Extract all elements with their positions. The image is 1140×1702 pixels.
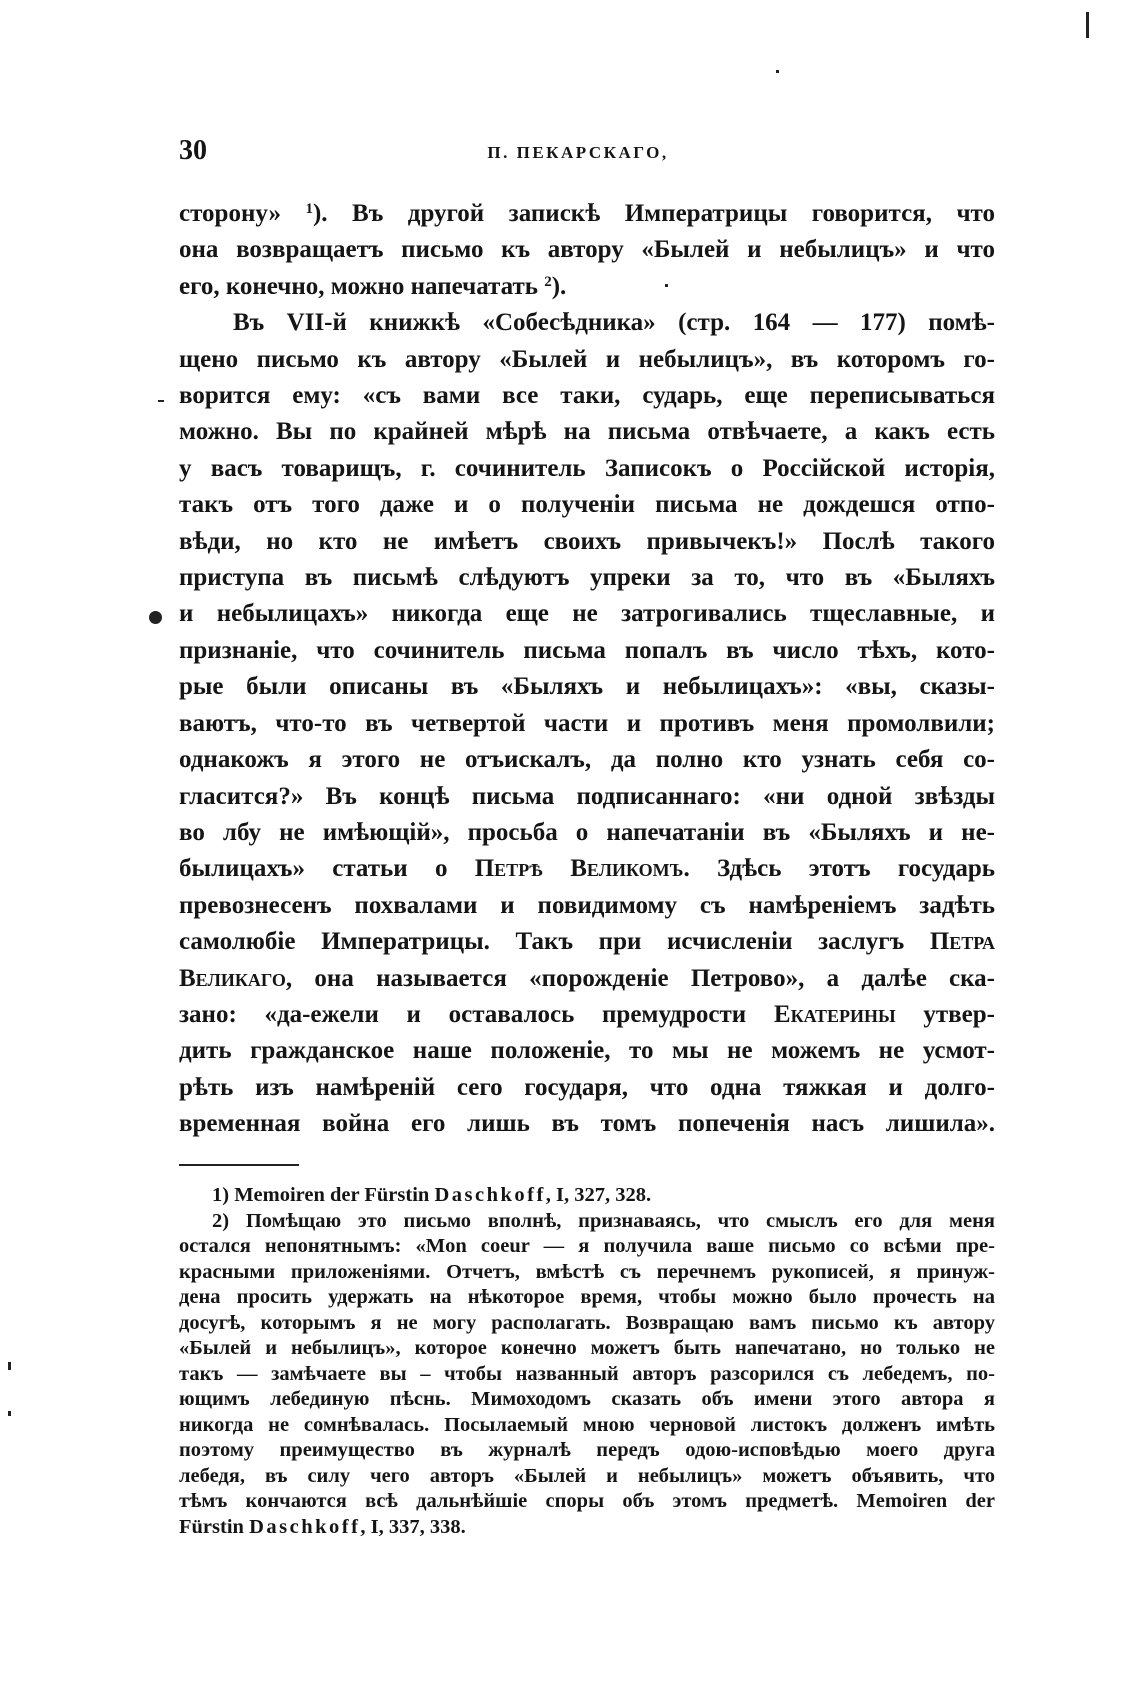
text-line: [179, 196, 995, 232]
scan-mark: [8, 1411, 11, 1416]
text-line: [179, 924, 995, 960]
text-segment: Fürstin: [179, 1515, 250, 1538]
footnote-line: 2) Помѣщаю это письмо вполнѣ, признаваясь, что смыслъ его для меня: [212, 1209, 995, 1232]
text-segment: 1) Memoiren der Fürstin: [212, 1184, 435, 1206]
text-line: [179, 997, 995, 1033]
footnote-line: красными приложеніями. Отчетъ, вмѣстѣ съ перечнемъ рукописей, я принуж-: [179, 1260, 995, 1283]
text-line: [179, 961, 995, 997]
text-segment: , I, 337, 338.: [360, 1515, 466, 1538]
text-line: можно. Вы по крайней мѣрѣ на письма отвѣчаете, а какъ есть: [179, 418, 995, 446]
footnote-line: тѣмъ кончаются всѣ дальнѣйшіе споры объ этомъ предметѣ. Memoiren der: [179, 1490, 995, 1512]
footnote-line: ющимъ лебединую пѣснь. Мимоходомъ сказать объ имени этого автора я: [179, 1388, 995, 1410]
footnote-reference: 2: [544, 273, 552, 290]
footnotes: [179, 1183, 995, 1540]
text-segment: самолюбіе Императрицы. Такъ при исчисленіи заслугъ: [179, 928, 930, 956]
text-line: у васъ товарищъ, г. сочинитель Записокъ о Россійской исторія,: [179, 454, 995, 482]
text-segment: , она называется «порожденіе Петрово», а далѣе ска-: [285, 964, 995, 992]
footnote-line: «Былей и небылицъ», которое конечно можетъ быть напечатано, но только не: [179, 1337, 995, 1359]
footnote-line: дена просить удержать на нѣкоторое время, чтобы можно было прочесть на: [179, 1286, 995, 1308]
text-segment: ). Въ другой запискѣ Императрицы говорится, что: [312, 200, 995, 227]
text-line: гласится?» Въ концѣ письма подписаннаго: «ни одной звѣзды: [179, 782, 995, 810]
text-segment: утвер-: [895, 1000, 995, 1028]
paragraph-continued: [179, 196, 995, 305]
footnote-line: поэтому преимущество въ журналѣ передъ одою-исповѣдью моего друга: [179, 1439, 995, 1461]
text-line: временная война его лишь въ томъ попеченія насъ лишила».: [179, 1110, 995, 1138]
paragraph: [179, 305, 995, 1142]
scan-mark: [665, 284, 668, 287]
text-line: щено письмо къ автору «Былей и небылицъ», въ которомъ го-: [179, 345, 995, 373]
scan-mark: [1086, 12, 1089, 38]
text-line: во лбу не имѣющій», просьба о напечатаніи въ «Быляхъ и не-: [179, 818, 995, 846]
running-title: П. ПЕКАРСКАГО,: [487, 143, 669, 162]
text-line: и небылицахъ» никогда еще не затрогивались тщеславные, и: [179, 600, 995, 628]
text-line: [179, 851, 995, 887]
scan-mark: [149, 611, 162, 624]
text-line: дить гражданское наше положеніе, то мы не можемъ не усмот-: [179, 1037, 995, 1065]
text-line: Въ VII-й книжкѣ «Собесѣдника» (стр. 164 — 177) помѣ-: [233, 309, 995, 337]
text-line: превознесенъ похвалами и повидимому съ намѣреніемъ задѣть: [179, 891, 995, 919]
text-segment: . Здѣсь этотъ государь: [683, 855, 996, 883]
text-line: ваютъ, что-то въ четвертой части и противъ меня промолвили;: [179, 709, 995, 737]
small-caps-name: Великаго: [179, 964, 286, 992]
text-line: такъ отъ того даже и о полученіи письма не дождешся отпо-: [179, 491, 995, 519]
scan-mark: [776, 70, 779, 73]
text-line: рѣть изъ намѣреній сего государя, что одна тяжкая и долго-: [179, 1073, 995, 1101]
text-line: она возвращаетъ письмо къ автору «Былей и небылицъ» и что: [179, 236, 995, 264]
spaced-name: Daschkoff: [434, 1184, 546, 1206]
spaced-name: Daschkoff: [249, 1515, 361, 1538]
text-line: приступа въ письмѣ слѣдуютъ упреки за то, что въ «Быляхъ: [179, 564, 995, 592]
text-segment: , I, 327, 328.: [545, 1184, 652, 1206]
text-segment: сторону»: [179, 200, 306, 227]
footnote-line: [179, 1183, 995, 1209]
page-number: 30: [179, 135, 207, 166]
scan-mark: [8, 1362, 11, 1370]
small-caps-name: Екатерины: [773, 1000, 896, 1028]
text-segment: его, конечно, можно напечатать: [179, 272, 545, 300]
small-caps-name: Петра: [929, 928, 995, 956]
footnote-2: [179, 1209, 995, 1541]
text-segment: зано: «да-ежели и оставалось премудрости: [179, 1000, 774, 1028]
body-text: [179, 196, 995, 1143]
footnote-line: такъ — замѣчаете вы – чтобы названный авторъ разсорился съ лебедемъ, по-: [179, 1362, 995, 1385]
text-line: [179, 269, 995, 305]
footnote-separator: [179, 1164, 299, 1166]
footnote-1: [179, 1183, 995, 1209]
footnote-line: остался непонятнымъ: «Mon coeur — я получила ваше письмо со всѣми пре-: [179, 1235, 995, 1257]
page-header: [179, 133, 995, 169]
small-caps-name: Петрѣ Великомъ: [474, 855, 684, 883]
footnote-line: никогда не сомнѣвалась. Посылаемый мною черновой листокъ долженъ имѣть: [179, 1413, 995, 1436]
footnote-reference: 1: [305, 200, 313, 217]
footnote-line: лебедя, въ силу чего авторъ «Былей и небылицъ» можетъ объявить, что: [179, 1464, 995, 1487]
footnote-line: [179, 1515, 995, 1541]
text-line: рые были описаны въ «Быляхъ и небылицахъ»: «вы, сказы-: [179, 673, 995, 701]
text-line: признаніе, что сочинитель письма попалъ въ число тѣхъ, кото-: [179, 636, 995, 664]
text-segment: былицахъ» статьи о: [179, 855, 475, 883]
text-line: вѣди, но кто не имѣетъ своихъ привычекъ!» Послѣ такого: [179, 527, 995, 555]
text-line: однакожъ я этого не отъискалъ, да полно кто узнать себя со-: [179, 746, 995, 774]
text-line: ворится ему: «съ вами все таки, сударь, еще переписываться: [179, 382, 995, 410]
text-segment: ).: [551, 272, 567, 300]
scan-mark: [158, 400, 164, 402]
footnote-line: досугѣ, которымъ я не могу располагать. Возвращаю вамъ письмо къ автору: [179, 1311, 995, 1334]
